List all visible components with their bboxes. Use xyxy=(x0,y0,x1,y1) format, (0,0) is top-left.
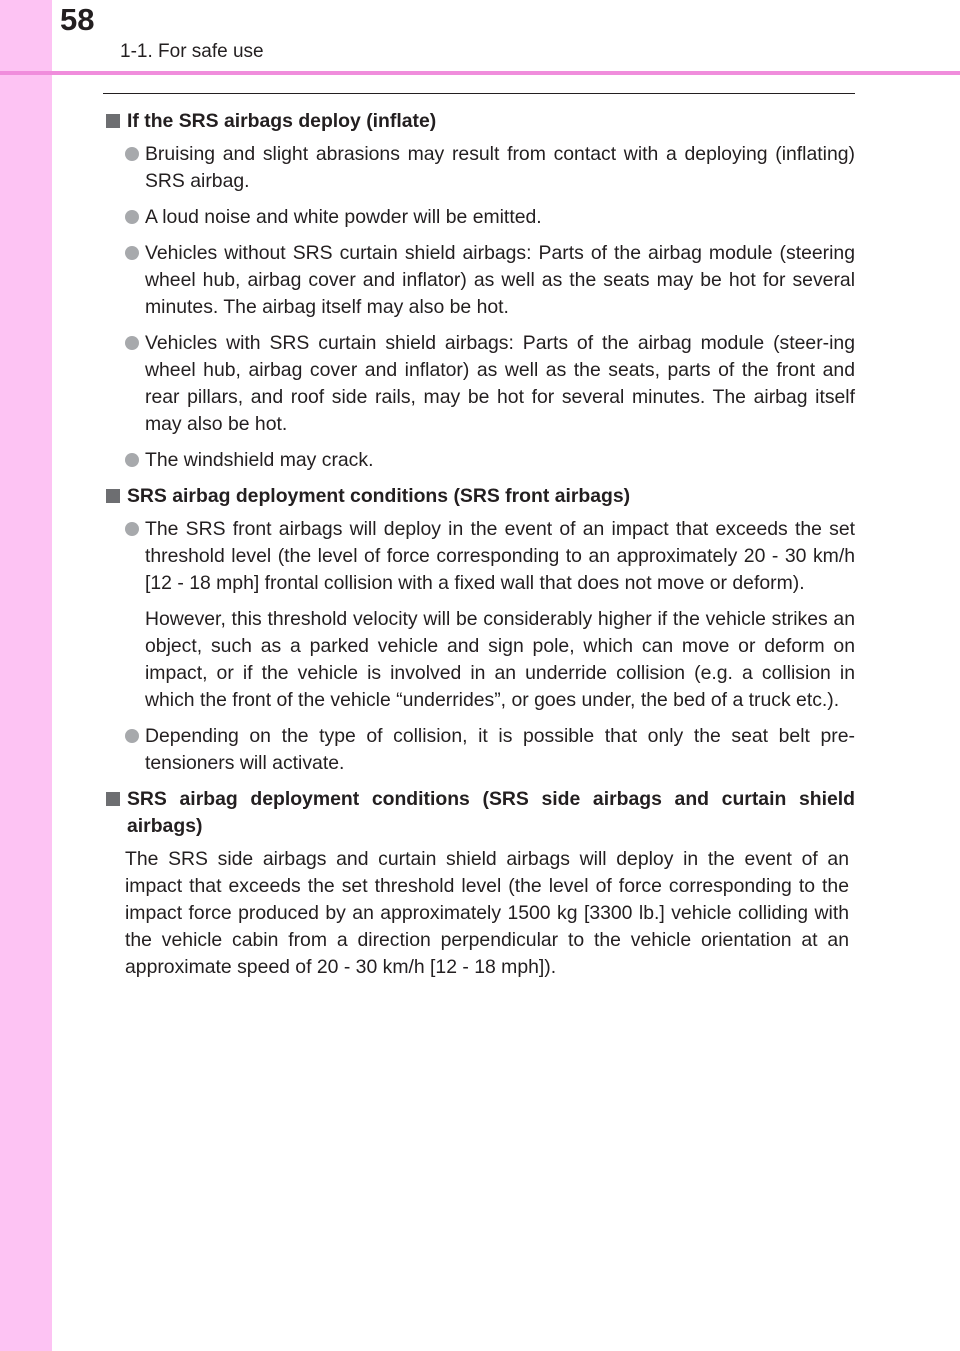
list-item-text: The SRS front airbags will deploy in the event of an impact that exceeds the set threshold level (the level of force corresponding to an approximately 20 - 30 km/h [12 - 18 mph] frontal collision with a fixed wall that does not move or deform). xyxy=(145,518,855,594)
list-item-text: Depending on the type of collision, it is possible that only the seat belt pre-tensioners will activate. xyxy=(145,725,855,774)
list-item-text: Vehicles with SRS curtain shield airbags: Parts of the airbag module (steer-ing wheel hub, airbag cover and inflator) as well as the seats, parts of the front and rear pillars, and roof side rails, may be hot for several minutes. The airbag itself may also be hot. xyxy=(145,332,855,435)
square-bullet-icon xyxy=(106,489,120,503)
list-item xyxy=(104,204,855,231)
list-item xyxy=(104,516,855,597)
page-content xyxy=(104,108,855,990)
section-heading xyxy=(104,108,855,135)
list-item-continuation: However, this threshold velocity will be considerably higher if the vehicle strikes an object, such as a parked vehicle and sign pole, which can move or deform on impact, or if the vehicle is involved in an underride collision (e.g. a collision in which the front of the vehicle “underrides”, or goes under, the bed of a truck etc.). xyxy=(145,608,855,711)
list-item xyxy=(104,723,855,777)
section-heading-text: If the SRS airbags deploy (inflate) xyxy=(127,110,437,132)
list-item-text: The windshield may crack. xyxy=(145,449,374,471)
list-item-text: A loud noise and white powder will be emitted. xyxy=(145,206,542,228)
list-item xyxy=(104,240,855,321)
section-heading xyxy=(104,483,855,510)
list-item-text: Bruising and slight abrasions may result from contact with a deploying (inflating) SRS airbag. xyxy=(145,143,855,192)
round-bullet-icon xyxy=(125,729,139,743)
square-bullet-icon xyxy=(106,114,120,128)
round-bullet-icon xyxy=(125,453,139,467)
body-paragraph: The SRS side airbags and curtain shield airbags will deploy in the event of an impact that exceeds the set threshold level (the level of force corresponding to the impact force produced by an approximately 1500 kg [3300 lb.] vehicle colliding with the vehicle cabin from a direction perpendicular to the vehicle orientation at an approximate speed of 20 - 30 km/h [12 - 18 mph]). xyxy=(125,848,849,978)
round-bullet-icon xyxy=(125,336,139,350)
section-title: 1-1. For safe use xyxy=(120,41,264,62)
list-item xyxy=(104,447,855,474)
header-rule xyxy=(0,71,960,75)
list-item-text: Vehicles without SRS curtain shield airbags: Parts of the airbag module (steering wheel hub, airbag cover and inflator) as well as the seats may be hot for several minutes. The airbag itself may also be hot. xyxy=(145,242,855,318)
round-bullet-icon xyxy=(125,147,139,161)
list-item xyxy=(104,141,855,195)
square-bullet-icon xyxy=(106,792,120,806)
page-number: 58 xyxy=(60,2,95,37)
section-heading-text: SRS airbag deployment conditions (SRS front airbags) xyxy=(127,485,631,507)
list-item xyxy=(104,330,855,438)
section-heading-text: SRS airbag deployment conditions (SRS side airbags and curtain shield airbags) xyxy=(127,788,855,837)
page-margin-strip xyxy=(0,0,52,1351)
round-bullet-icon xyxy=(125,210,139,224)
section-heading xyxy=(104,786,855,840)
round-bullet-icon xyxy=(125,522,139,536)
round-bullet-icon xyxy=(125,246,139,260)
content-top-rule xyxy=(103,93,855,94)
